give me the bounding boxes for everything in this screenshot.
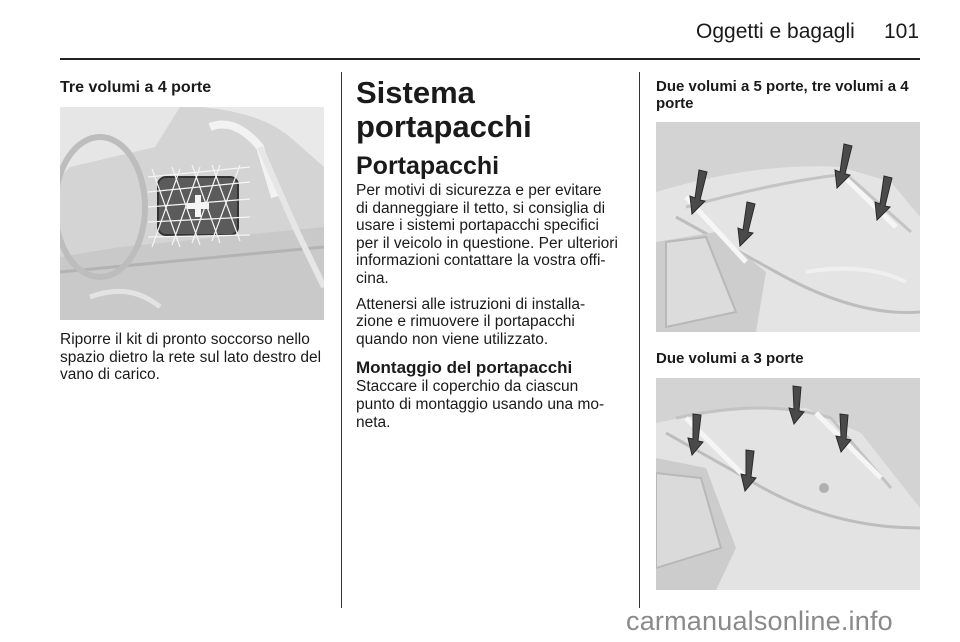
left-caption	[60, 331, 328, 384]
mounting-heading: Montaggio del portapacchi	[356, 358, 573, 378]
heading-5door: porte	[656, 95, 694, 112]
body-line: cina.	[356, 269, 389, 287]
first-aid-kit-figure	[60, 107, 324, 320]
body-line: neta.	[356, 413, 391, 431]
body-line: per il veicolo in questione. Per ulteriori	[356, 234, 618, 252]
right-heading-2	[656, 349, 922, 368]
section-heading-sedan: Tre volumi a 4 porte	[60, 79, 212, 96]
roof-figure-3door	[656, 378, 920, 590]
column-divider-1	[341, 72, 342, 608]
page-header-title: Oggetti e bagagli	[696, 20, 855, 43]
body-line: Staccare il coperchio da ciascun	[356, 378, 579, 396]
body-line: informazioni contattare la vostra offi-	[356, 252, 606, 270]
body-line: quando non viene utilizzato.	[356, 330, 549, 348]
column-divider-2	[639, 72, 640, 608]
caption-line: Riporre il kit di pronto soccorso nello	[60, 331, 310, 348]
roof-mounting-points-illustration-icon	[656, 122, 920, 332]
body-line: usare i sistemi portapacchi specifici	[356, 217, 599, 235]
header-divider	[60, 58, 920, 60]
body-line: di danneggiare il tetto, si consiglia di	[356, 199, 606, 217]
subsection-title: Portapacchi	[356, 152, 500, 180]
caption-line: vano di carico.	[60, 366, 160, 384]
body-line: Attenersi alle istruzioni di installa-	[356, 295, 586, 313]
section-title: Sistema portapacchi	[356, 75, 532, 144]
heading-5door: Due volumi a 5 porte, tre volumi a 4	[656, 78, 909, 95]
site-watermark: carmanualsonline.info	[626, 606, 893, 636]
heading-3door: Due volumi a 3 porte	[656, 350, 804, 367]
body-line: punto di montaggio usando una mo-	[356, 395, 605, 413]
roof-figure-5door	[656, 122, 920, 332]
first-aid-kit-illustration-icon	[60, 107, 324, 320]
middle-column	[356, 76, 628, 431]
body-line: zione e rimuovere il portapacchi	[356, 313, 575, 331]
left-column	[60, 70, 328, 97]
page-number: 101	[884, 20, 920, 43]
roof-mounting-points-illustration-icon	[656, 378, 920, 590]
body-line: Per motivi di sicurezza e per evitare	[356, 182, 602, 199]
caption-line: spazio dietro la rete sul lato destro del	[60, 348, 322, 366]
right-column	[656, 78, 922, 112]
